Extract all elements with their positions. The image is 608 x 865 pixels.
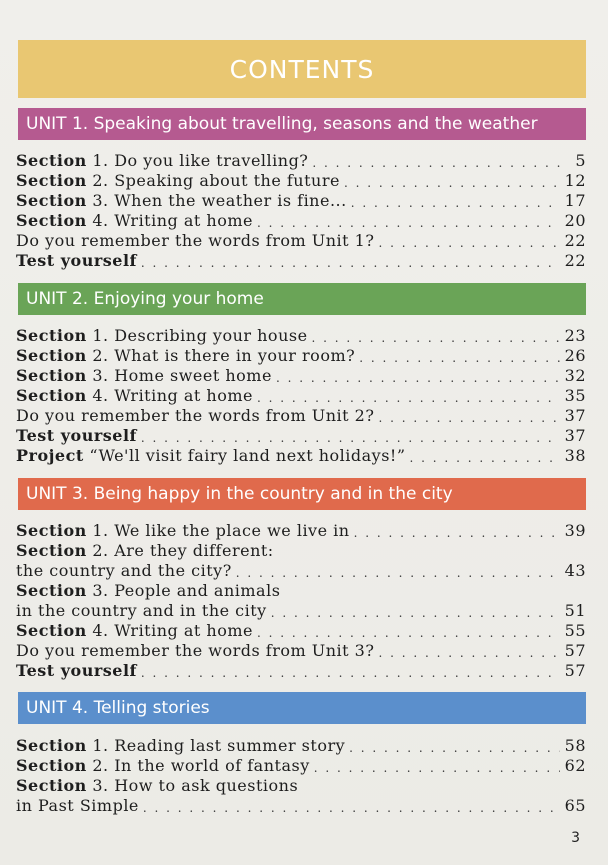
toc-entry-bold: Section	[16, 581, 87, 600]
toc-entry-text: 2. What is there in your room?	[86, 346, 356, 365]
toc-entry-bold: Section	[16, 521, 87, 540]
unit-2-title: UNIT 2. Enjoying your home	[26, 289, 264, 309]
toc-entry-bold: Section	[16, 541, 87, 560]
toc-entry-label	[16, 346, 355, 366]
toc-entry	[16, 796, 586, 816]
toc-page-number: 12	[564, 171, 586, 190]
toc-leader-dots	[410, 450, 560, 466]
toc-entry-bold: Section	[16, 346, 87, 365]
toc-page-number: 17	[564, 191, 586, 210]
unit-4-toc	[16, 736, 586, 816]
toc-entry-bold: Section	[16, 366, 87, 385]
toc-page-number: 65	[564, 796, 586, 815]
toc-entry-label	[16, 326, 308, 346]
toc-page-number: 26	[564, 346, 586, 365]
toc-entry	[16, 446, 586, 466]
toc-leader-dots	[351, 195, 560, 211]
toc-entry	[16, 151, 586, 171]
unit-4-title: UNIT 4. Telling stories	[26, 698, 210, 718]
toc-entry-label	[16, 796, 139, 816]
toc-entry-text: in Past Simple	[16, 796, 139, 815]
toc-leader-dots	[271, 605, 560, 621]
toc-entry-text: 2. Speaking about the future	[86, 171, 340, 190]
toc-entry	[16, 406, 586, 426]
toc-leader-dots	[141, 665, 560, 681]
toc-entry	[16, 366, 586, 386]
toc-entry	[16, 756, 586, 776]
toc-entry-bold: Section	[16, 211, 87, 230]
toc-leader-dots	[378, 235, 560, 251]
toc-entry	[16, 191, 586, 211]
toc-entry-label	[16, 366, 272, 386]
toc-entry-bold: Section	[16, 776, 87, 795]
toc-page-number: 57	[564, 661, 586, 680]
toc-leader-dots	[378, 645, 560, 661]
toc-entry-text: 2. In the world of fantasy	[86, 756, 310, 775]
toc-entry-text: in the country and in the city	[16, 601, 267, 620]
toc-entry-bold: Section	[16, 736, 87, 755]
toc-entry-text: 1. Do you like travelling?	[86, 151, 309, 170]
toc-entry-text: Do you remember the words from Unit 1?	[16, 231, 375, 250]
toc-entry-text: the country and the city?	[16, 561, 232, 580]
toc-entry	[16, 621, 586, 641]
toc-entry-bold: Project	[16, 446, 84, 465]
toc-entry	[16, 326, 586, 346]
toc-entry	[16, 641, 586, 661]
toc-entry-text: 4. Writing at home	[86, 211, 253, 230]
toc-entry-bold: Section	[16, 151, 87, 170]
toc-entry	[16, 426, 586, 446]
toc-entry-bold: Test yourself	[16, 426, 137, 445]
toc-leader-dots	[257, 390, 560, 406]
toc-entry-label	[16, 581, 280, 601]
toc-leader-dots	[349, 740, 560, 756]
unit-1-title: UNIT 1. Speaking about travelling, seasons and the weather	[26, 114, 538, 134]
toc-entry	[16, 231, 586, 251]
toc-page-number: 20	[564, 211, 586, 230]
toc-entry-label	[16, 736, 345, 756]
toc-entry-bold: Section	[16, 386, 87, 405]
unit-3-title: UNIT 3. Being happy in the country and in the city	[26, 484, 453, 504]
toc-entry-label	[16, 521, 350, 541]
toc-page-number: 35	[564, 386, 586, 405]
toc-page-number: 43	[564, 561, 586, 580]
toc-entry-label	[16, 446, 406, 466]
toc-page-number: 51	[564, 601, 586, 620]
toc-entry	[16, 386, 586, 406]
toc-entry-label	[16, 756, 310, 776]
toc-page-number: 55	[564, 621, 586, 640]
toc-entry	[16, 736, 586, 756]
toc-leader-dots	[312, 330, 560, 346]
toc-page-number: 22	[564, 251, 586, 270]
toc-entry-bold: Section	[16, 191, 87, 210]
toc-entry	[16, 521, 586, 541]
toc-entry-text: 1. We like the place we live in	[86, 521, 350, 540]
toc-entry-label	[16, 171, 340, 191]
toc-entry	[16, 581, 586, 601]
toc-entry-bold: Section	[16, 326, 87, 345]
toc-page-number: 62	[564, 756, 586, 775]
toc-leader-dots	[141, 430, 560, 446]
toc-leader-dots	[276, 370, 560, 386]
toc-page-number: 57	[564, 641, 586, 660]
toc-entry-text: Do you remember the words from Unit 2?	[16, 406, 375, 425]
toc-leader-dots	[236, 565, 560, 581]
toc-leader-dots	[141, 255, 560, 271]
toc-entry-label	[16, 151, 308, 171]
toc-entry	[16, 661, 586, 681]
toc-entry-label	[16, 561, 232, 581]
toc-entry	[16, 776, 586, 796]
toc-entry	[16, 251, 586, 271]
toc-page-number: 58	[564, 736, 586, 755]
toc-entry-bold: Test yourself	[16, 251, 137, 270]
toc-entry-bold: Section	[16, 621, 87, 640]
unit-2-toc	[16, 326, 586, 466]
toc-leader-dots	[143, 800, 560, 816]
toc-page-number: 5	[575, 151, 586, 170]
toc-entry-label	[16, 211, 253, 231]
toc-entry-text: 2. Are they different:	[86, 541, 274, 560]
toc-entry-text: 4. Writing at home	[86, 386, 253, 405]
toc-entry-text: 4. Writing at home	[86, 621, 253, 640]
toc-leader-dots	[257, 625, 560, 641]
toc-page-number: 39	[564, 521, 586, 540]
unit-2-header	[18, 283, 586, 315]
toc-leader-dots	[312, 155, 560, 171]
unit-4-header	[18, 692, 586, 724]
toc-entry	[16, 346, 586, 366]
toc-entry	[16, 171, 586, 191]
toc-entry-text: “We'll visit fairy land next holidays!”	[83, 446, 406, 465]
toc-page-number: 37	[564, 406, 586, 425]
toc-entry-label	[16, 621, 253, 641]
contents-banner	[18, 40, 586, 98]
unit-1-toc	[16, 151, 586, 271]
toc-entry-label	[16, 541, 274, 561]
toc-page-number: 23	[564, 326, 586, 345]
toc-entry-bold: Section	[16, 171, 87, 190]
toc-leader-dots	[257, 215, 560, 231]
toc-entry-text: 3. People and animals	[86, 581, 281, 600]
toc-leader-dots	[359, 350, 560, 366]
toc-entry-bold: Test yourself	[16, 661, 137, 680]
toc-entry-label	[16, 231, 374, 251]
toc-entry-text: Do you remember the words from Unit 3?	[16, 641, 375, 660]
toc-entry-bold: Section	[16, 756, 87, 775]
toc-leader-dots	[378, 410, 560, 426]
toc-entry-text: 3. How to ask questions	[86, 776, 299, 795]
toc-entry	[16, 561, 586, 581]
toc-entry-text: 3. Home sweet home	[86, 366, 272, 385]
toc-entry-label	[16, 191, 347, 211]
toc-page-number: 32	[564, 366, 586, 385]
toc-entry-label	[16, 661, 137, 681]
unit-3-toc	[16, 521, 586, 681]
toc-page-number: 22	[564, 231, 586, 250]
toc-entry-label	[16, 406, 374, 426]
unit-3-header	[18, 478, 586, 510]
toc-entry-label	[16, 641, 374, 661]
toc-leader-dots	[344, 175, 560, 191]
toc-entry-label	[16, 386, 253, 406]
contents-title: CONTENTS	[229, 54, 375, 84]
toc-entry	[16, 211, 586, 231]
toc-entry	[16, 541, 586, 561]
toc-entry-label	[16, 601, 267, 621]
toc-entry-label	[16, 776, 298, 796]
toc-entry-text: 1. Describing your house	[86, 326, 308, 345]
toc-entry	[16, 601, 586, 621]
unit-1-header	[18, 108, 586, 140]
toc-leader-dots	[314, 760, 560, 776]
toc-entry-label	[16, 426, 137, 446]
toc-entry-label	[16, 251, 137, 271]
toc-page-number: 38	[564, 446, 586, 465]
toc-entry-text: 1. Reading last summer story	[86, 736, 346, 755]
toc-leader-dots	[354, 525, 560, 541]
toc-entry-text: 3. When the weather is fine...	[86, 191, 347, 210]
toc-page-number: 37	[564, 426, 586, 445]
page-number: 3	[571, 830, 580, 846]
